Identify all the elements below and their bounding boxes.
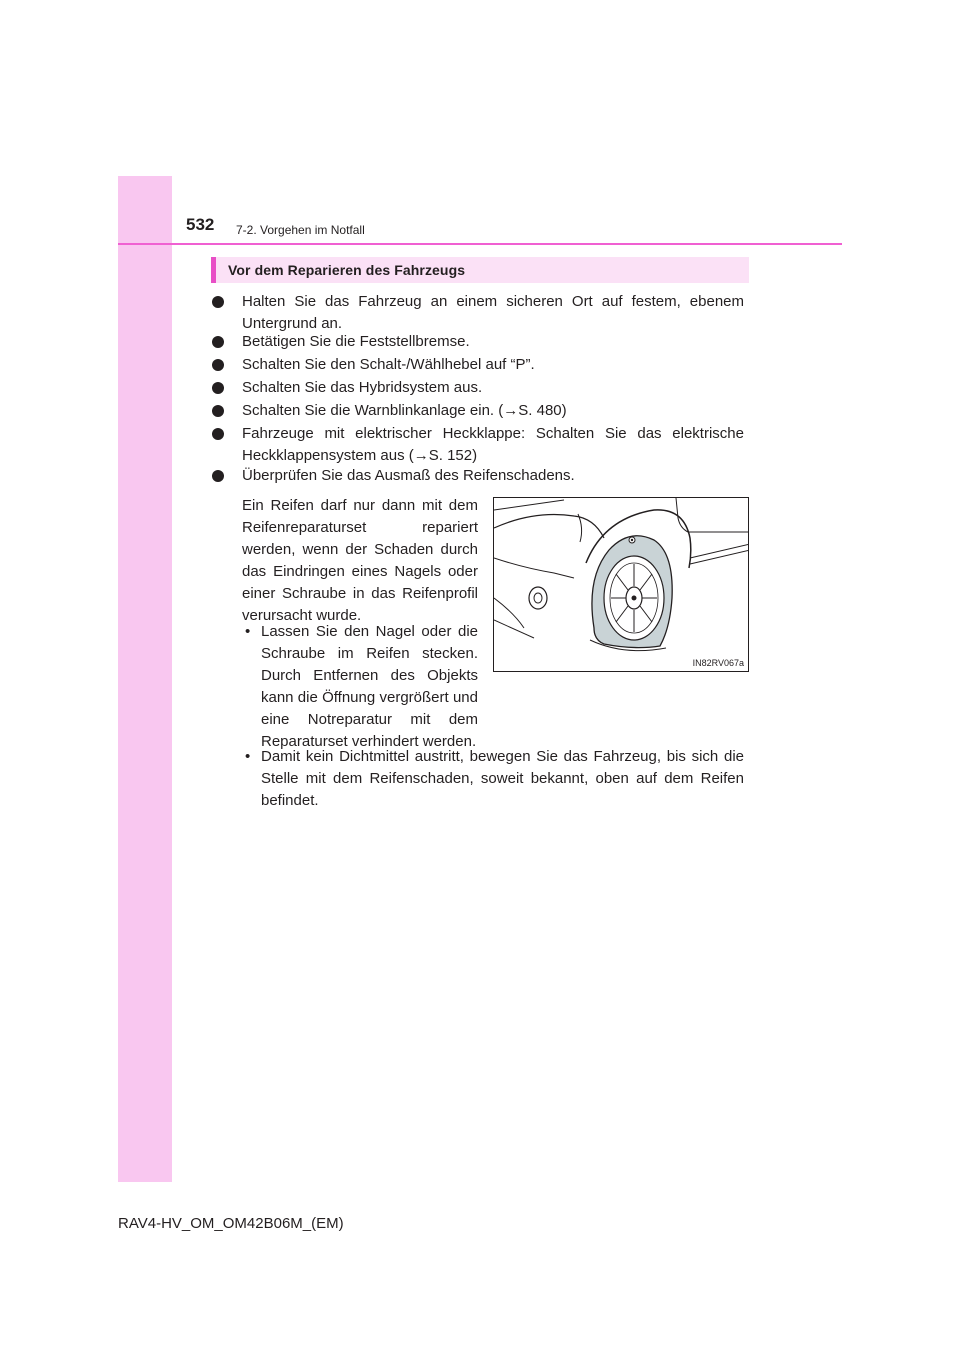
bullet-dot-icon xyxy=(212,428,224,440)
section-title: 7-2. Vorgehen im Notfall xyxy=(236,223,365,237)
bullet-text: Schalten Sie die Warnblinkanlage ein. (→S. 480) xyxy=(242,402,567,419)
sub-bullet-dot-icon: • xyxy=(245,748,251,765)
sub-bullet-text: Lassen Sie den Nagel oder die Schraube im Reifen stecken. Durch Entfernen des Objekts kann die Öffnung vergrößert und eine Notreparatur mit dem Reparaturset verhindert werden. xyxy=(261,623,478,750)
bullet-dot-icon xyxy=(212,470,224,482)
document-footer-code: RAV4-HV_OM_OM42B06M_(EM) xyxy=(118,1215,344,1232)
flat-tire-illustration xyxy=(493,497,749,672)
bullet-dot-icon xyxy=(212,405,224,417)
flat-tire-drawing xyxy=(494,498,749,672)
bullet-text: Schalten Sie das Hybridsystem aus. xyxy=(242,379,483,396)
sub-bullet-dot-icon: • xyxy=(245,623,251,640)
page-number: 532 xyxy=(186,215,215,234)
bullet-dot-icon xyxy=(212,296,224,308)
tire-damage-note: Ein Reifen darf nur dann mit dem Reifenreparaturset repariert werden, wenn der Schaden durch das Eindringen eines Nagels oder einer Schraube in das Reifenprofil verursacht wurde. xyxy=(242,497,478,624)
bullet-dot-icon xyxy=(212,336,224,348)
bullet-text: Überprüfen Sie das Ausmaß des Reifenschadens. xyxy=(242,467,575,484)
bullet-dot-icon xyxy=(212,359,224,371)
bullet-text: Halten Sie das Fahrzeug an einem sicheren Ort auf festem, ebenem Untergrund an. xyxy=(242,293,744,332)
bullet-dot-icon xyxy=(212,382,224,394)
bullet-text: Fahrzeuge mit elektrischer Heckklappe: Schalten Sie das elektrische Heckklappensystem aus (→S. 152) xyxy=(242,425,744,464)
subheading-title: Vor dem Reparieren des Fahrzeugs xyxy=(228,262,466,278)
bullet-text: Schalten Sie den Schalt-/Wählhebel auf “P”. xyxy=(242,356,535,373)
side-color-band xyxy=(118,176,172,1182)
header-divider xyxy=(118,243,842,245)
illustration-code: IN82RV067a xyxy=(692,658,744,668)
bullet-text: Betätigen Sie die Feststellbremse. xyxy=(242,333,470,350)
subheading-bar xyxy=(211,257,749,283)
sub-bullet-text: Damit kein Dichtmittel austritt, bewegen Sie das Fahrzeug, bis sich die Stelle mit dem Reifenschaden, soweit bekannt, oben auf dem Reifen befindet. xyxy=(261,748,744,809)
